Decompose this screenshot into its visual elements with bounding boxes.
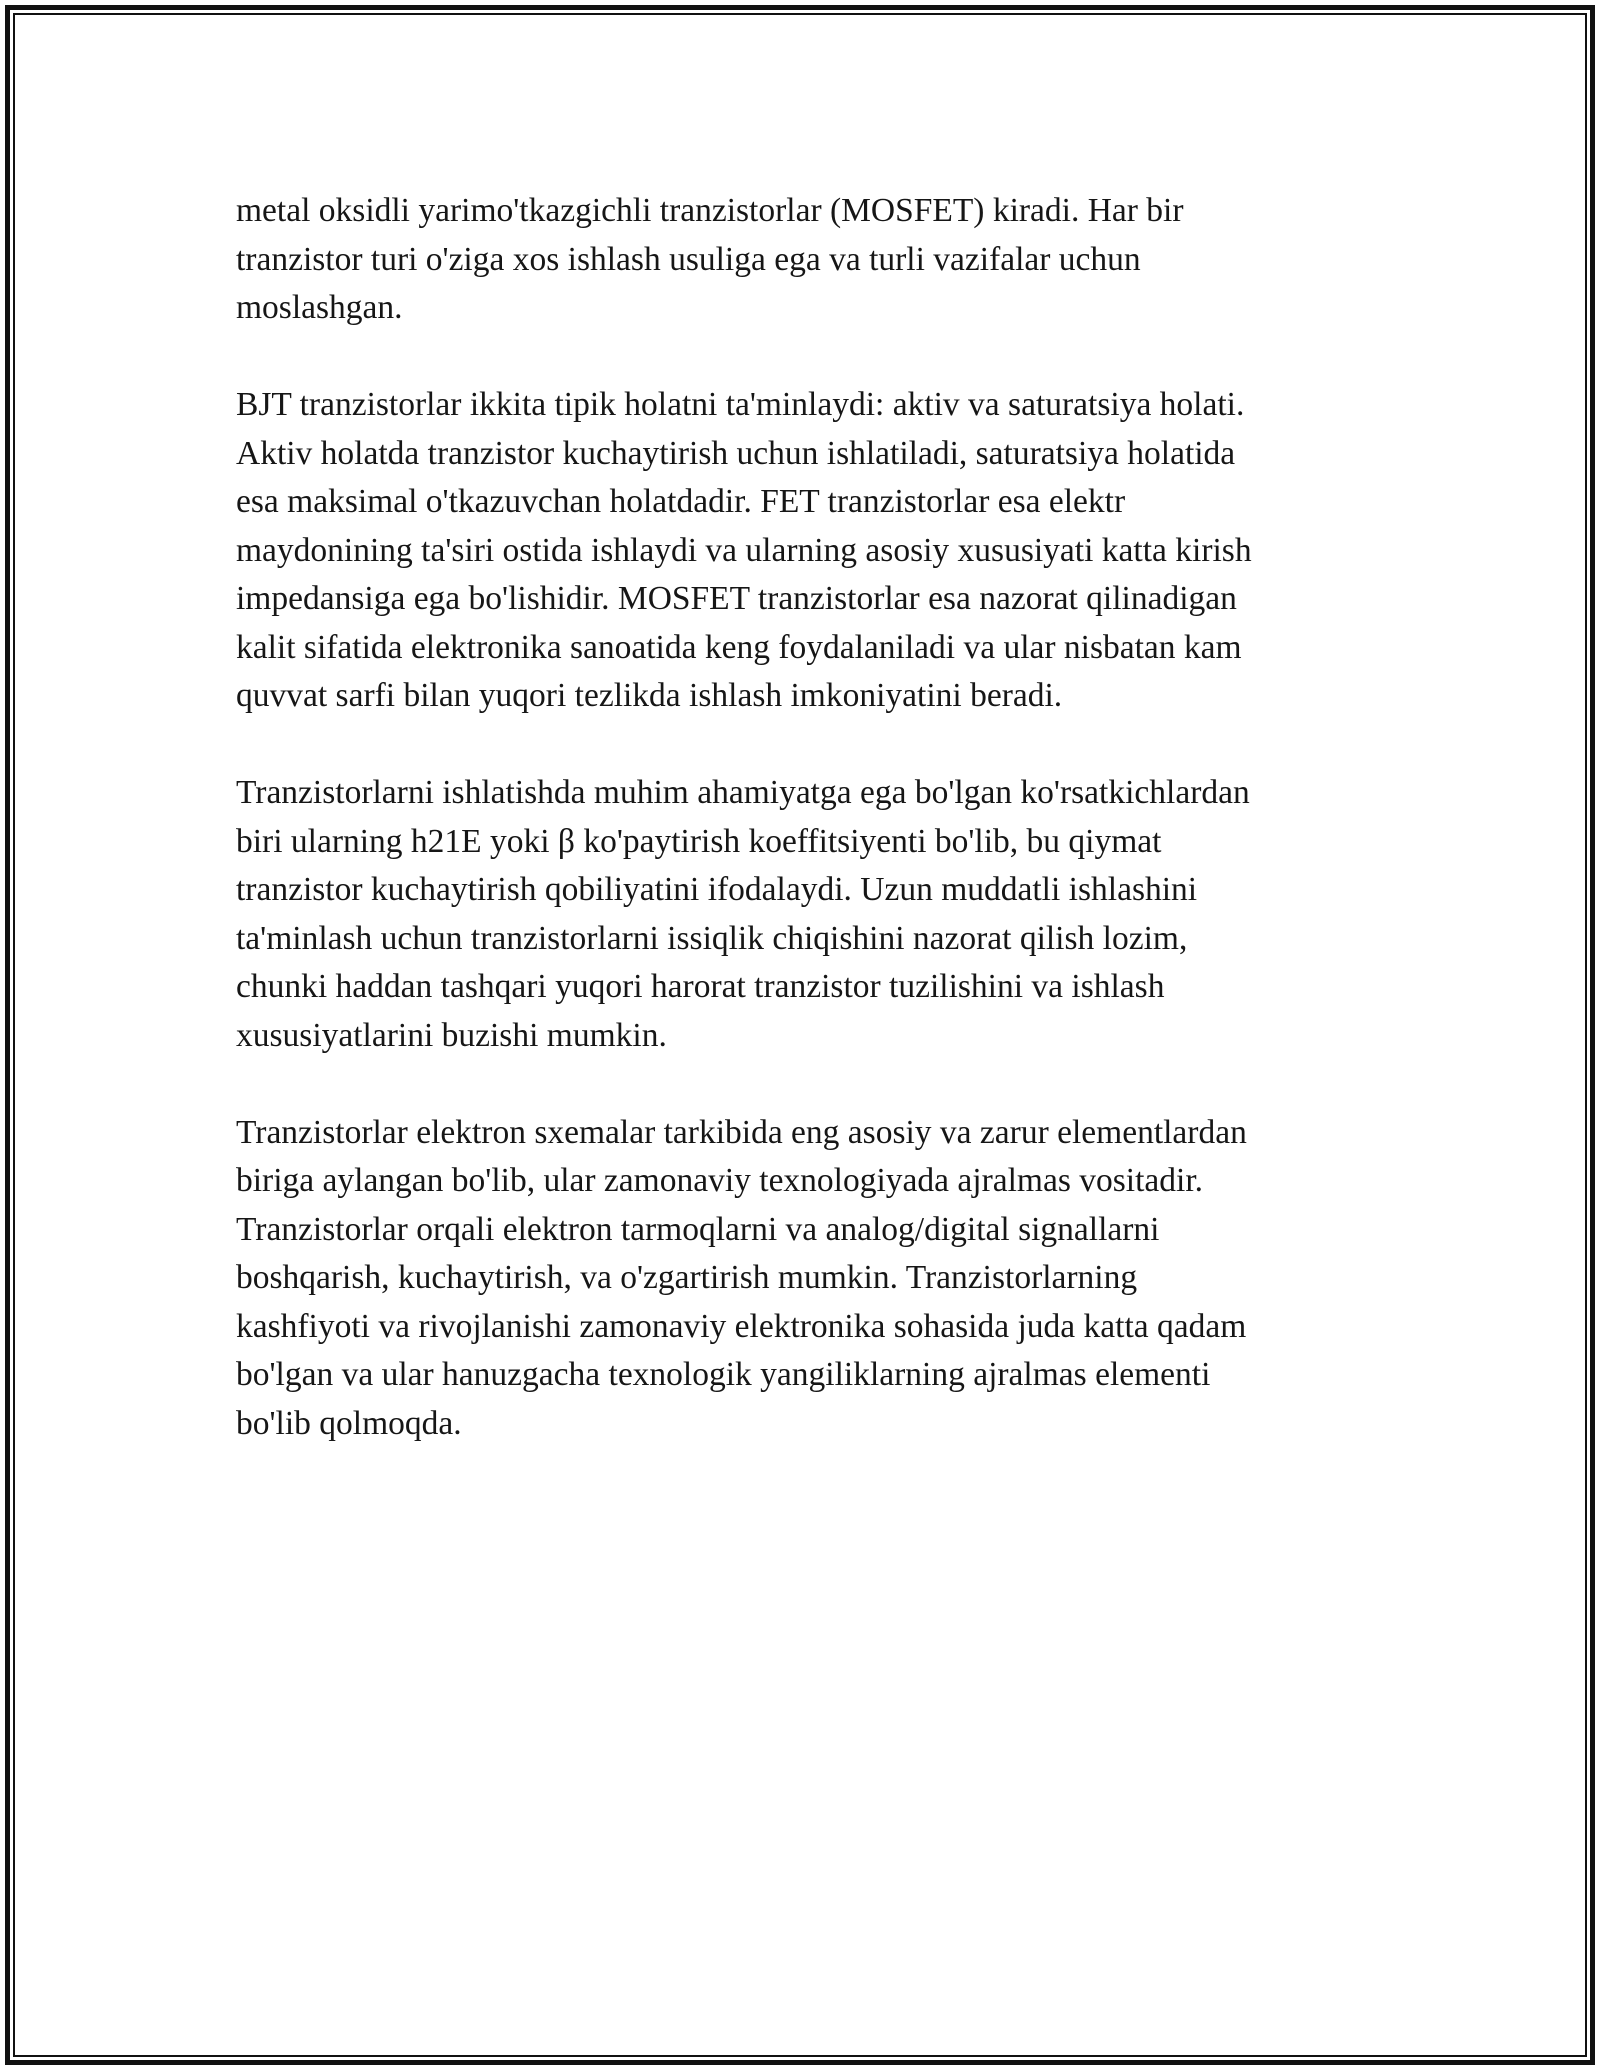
paragraph-mosfet-intro: metal oksidli yarimo'tkazgichli tranzistorlar (MOSFET) kiradi. Har bir tranzistor turi o'ziga xos ishlash usuliga ega va turli vazifalar uchun moslashgan.: [236, 192, 1184, 326]
document-body: [236, 187, 1366, 1448]
paragraph-gain-and-heat: Tranzistorlarni ishlatishda muhim ahamiyatga ega bo'lgan ko'rsatkichlardan biri ularning h21E yoki β ko'paytirish koeffitsiyenti bo'lib, bu qiymat tranzistor kuchaytirish qobiliyatini ifodalaydi. Uzun muddatli ishlashini ta'minlash uchun tranzistorlarni issiqlik chiqishini nazorat qilish lozim, chunki haddan tashqari yuqori harorat tranzistor tuzilishini va ishlash xususiyatlarini buzishi mumkin.: [236, 774, 1250, 1054]
paragraph-conclusion: Tranzistorlar elektron sxemalar tarkibida eng asosiy va zarur elementlardan biriga aylangan bo'lib, ular zamonaviy texnologiyada ajralmas vositadir. Tranzistorlar orqali elektron tarmoqlarni va analog/digital signallarni boshqarish, kuchaytirish, va o'zgartirish mumkin. Tranzistorlarning kashfiyoti va rivojlanishi zamonaviy elektronika sohasida juda katta qadam bo'lgan va ular hanuzgacha texnologik yangiliklarning ajralmas elementi bo'lib qolmoqda.: [236, 1113, 1247, 1442]
paragraph-transistor-modes: BJT tranzistorlar ikkita tipik holatni ta'minlaydi: aktiv va saturatsiya holati. Aktiv holatda tranzistor kuchaytirish uchun ishlatiladi, saturatsiya holatida esa maksimal o'tkazuvchan holatdadir. FET tranzistorlar esa elektr maydonining ta'siri ostida ishlaydi va ularning asosiy xususiyati katta kirish impedansiga ega bo'lishidir. MOSFET tranzistorlar esa nazorat qilinadigan kalit sifatida elektronika sanoatida keng foydalaniladi va ular nisbatan kam quvvat sarfi bilan yuqori tezlikda ishlash imkoniyatini beradi.: [236, 386, 1252, 714]
